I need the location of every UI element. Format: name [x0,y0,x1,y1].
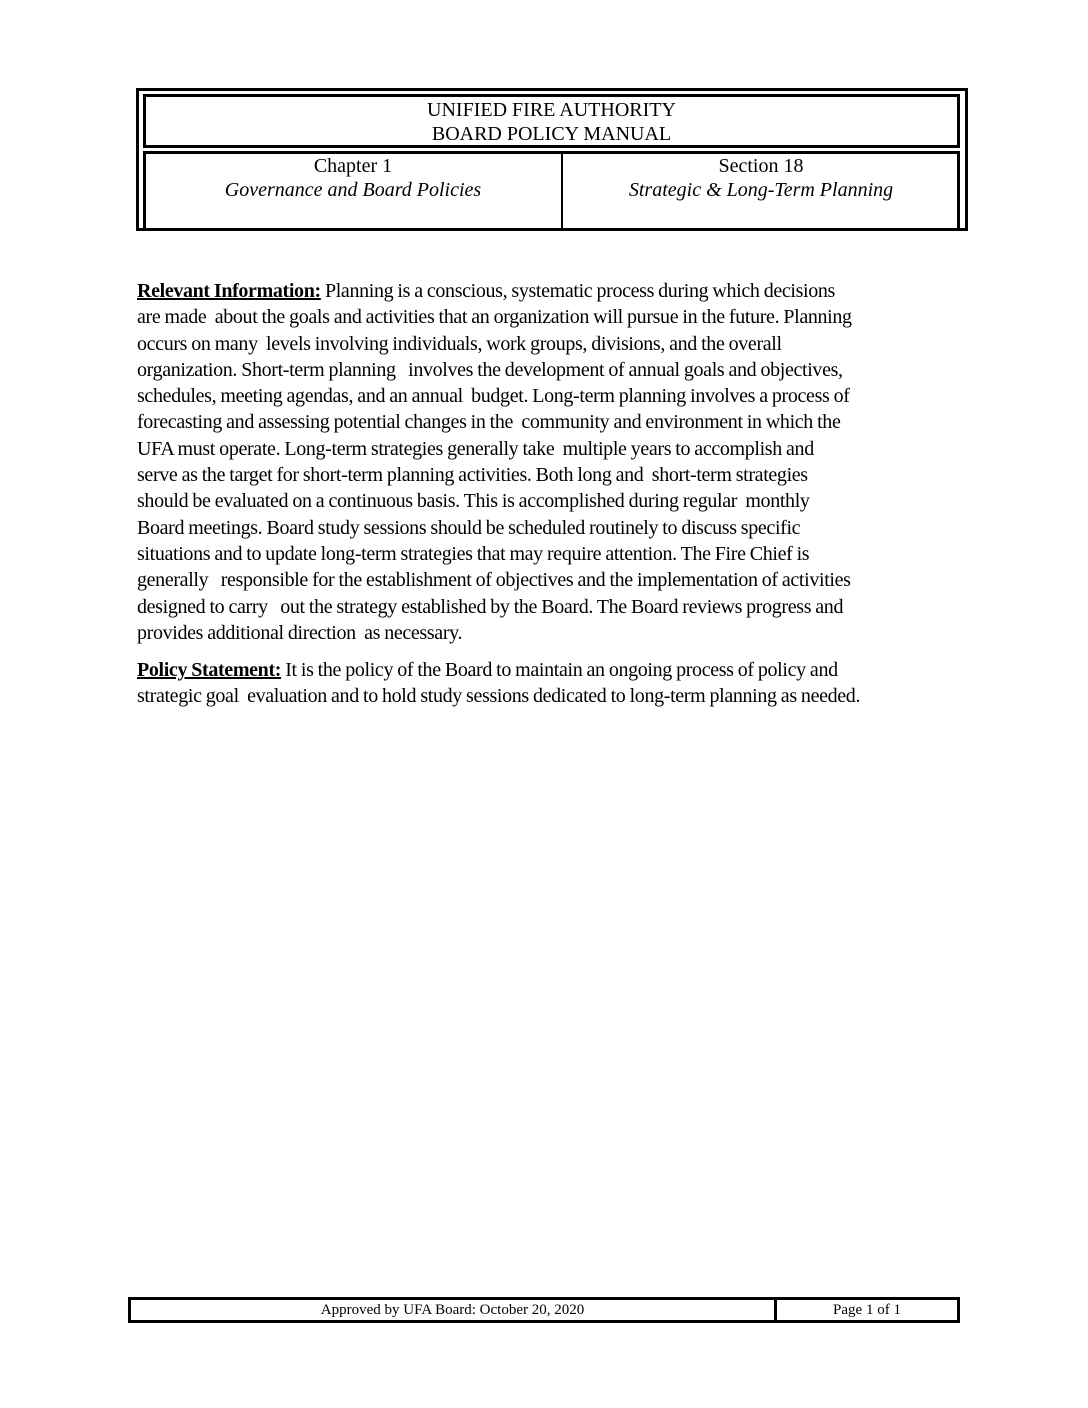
paragraph-line: provides additional direction as necessary. [137,621,463,644]
document-header [136,88,968,231]
paragraph-line: occurs on many levels involving individuals, work groups, divisions, and the overall [137,332,782,355]
paragraph-line: generally responsible for the establishment of objectives and the implementation of activities [137,569,851,592]
document-body [137,278,967,710]
section-title: Strategic & Long-Term Planning [628,179,894,201]
paragraph-line: designed to carry out the strategy established by the Board. The Board reviews progress and [137,595,844,618]
section-cell [561,154,959,228]
line-text: Planning is a conscious, systematic process during which decisions [320,280,835,302]
paragraph-line: UFA must operate. Long-term strategies generally take multiple years to accomplish and [137,437,814,460]
relevant-information-paragraph [137,278,967,646]
paragraph-line: schedules, meeting agendas, and an annual budget. Long-term planning involves a process of [137,385,850,408]
page-number: Page 1 of 1 [833,1302,901,1318]
paragraph-line: should be evaluated on a continuous basis. This is accomplished during regular monthly [137,490,810,513]
paragraph-line: organization. Short-term planning involves the development of annual goals and objectives, [137,358,843,381]
paragraph-line: Board meetings. Board study sessions should be scheduled routinely to discuss specific [137,516,801,539]
header-title-box [143,94,960,148]
section-label: Section 18 [718,155,804,177]
paragraph-line: forecasting and assessing potential changes in the community and environment in which the [137,411,841,434]
document-footer [128,1297,960,1323]
header-info-box [143,151,960,228]
chapter-cell [146,154,560,228]
approval-date: Approved by UFA Board: October 20, 2020 [320,1302,585,1318]
policy-statement-paragraph [137,657,967,710]
relevant-information-label: Relevant Information: [137,280,321,302]
paragraph-line: are made about the goals and activities that an organization will pursue in the future. Planning [137,306,852,329]
manual-title: BOARD POLICY MANUAL [431,123,672,145]
chapter-title: Governance and Board Policies [224,179,482,201]
paragraph-line [137,657,967,683]
chapter-label: Chapter 1 [313,155,393,177]
paragraph-line: situations and to update long-term strategies that may require attention. The Fire Chief is [137,542,810,565]
paragraph-line: strategic goal evaluation and to hold study sessions dedicated to long-term planning as needed. [137,685,861,708]
line-text: It is the policy of the Board to maintain an ongoing process of policy and [281,659,838,682]
policy-statement-label: Policy Statement: [137,659,282,682]
organization-name: UNIFIED FIRE AUTHORITY [427,99,676,121]
paragraph-line [137,278,967,304]
paragraph-line: serve as the target for short-term planning activities. Both long and short-term strategies [137,464,808,487]
